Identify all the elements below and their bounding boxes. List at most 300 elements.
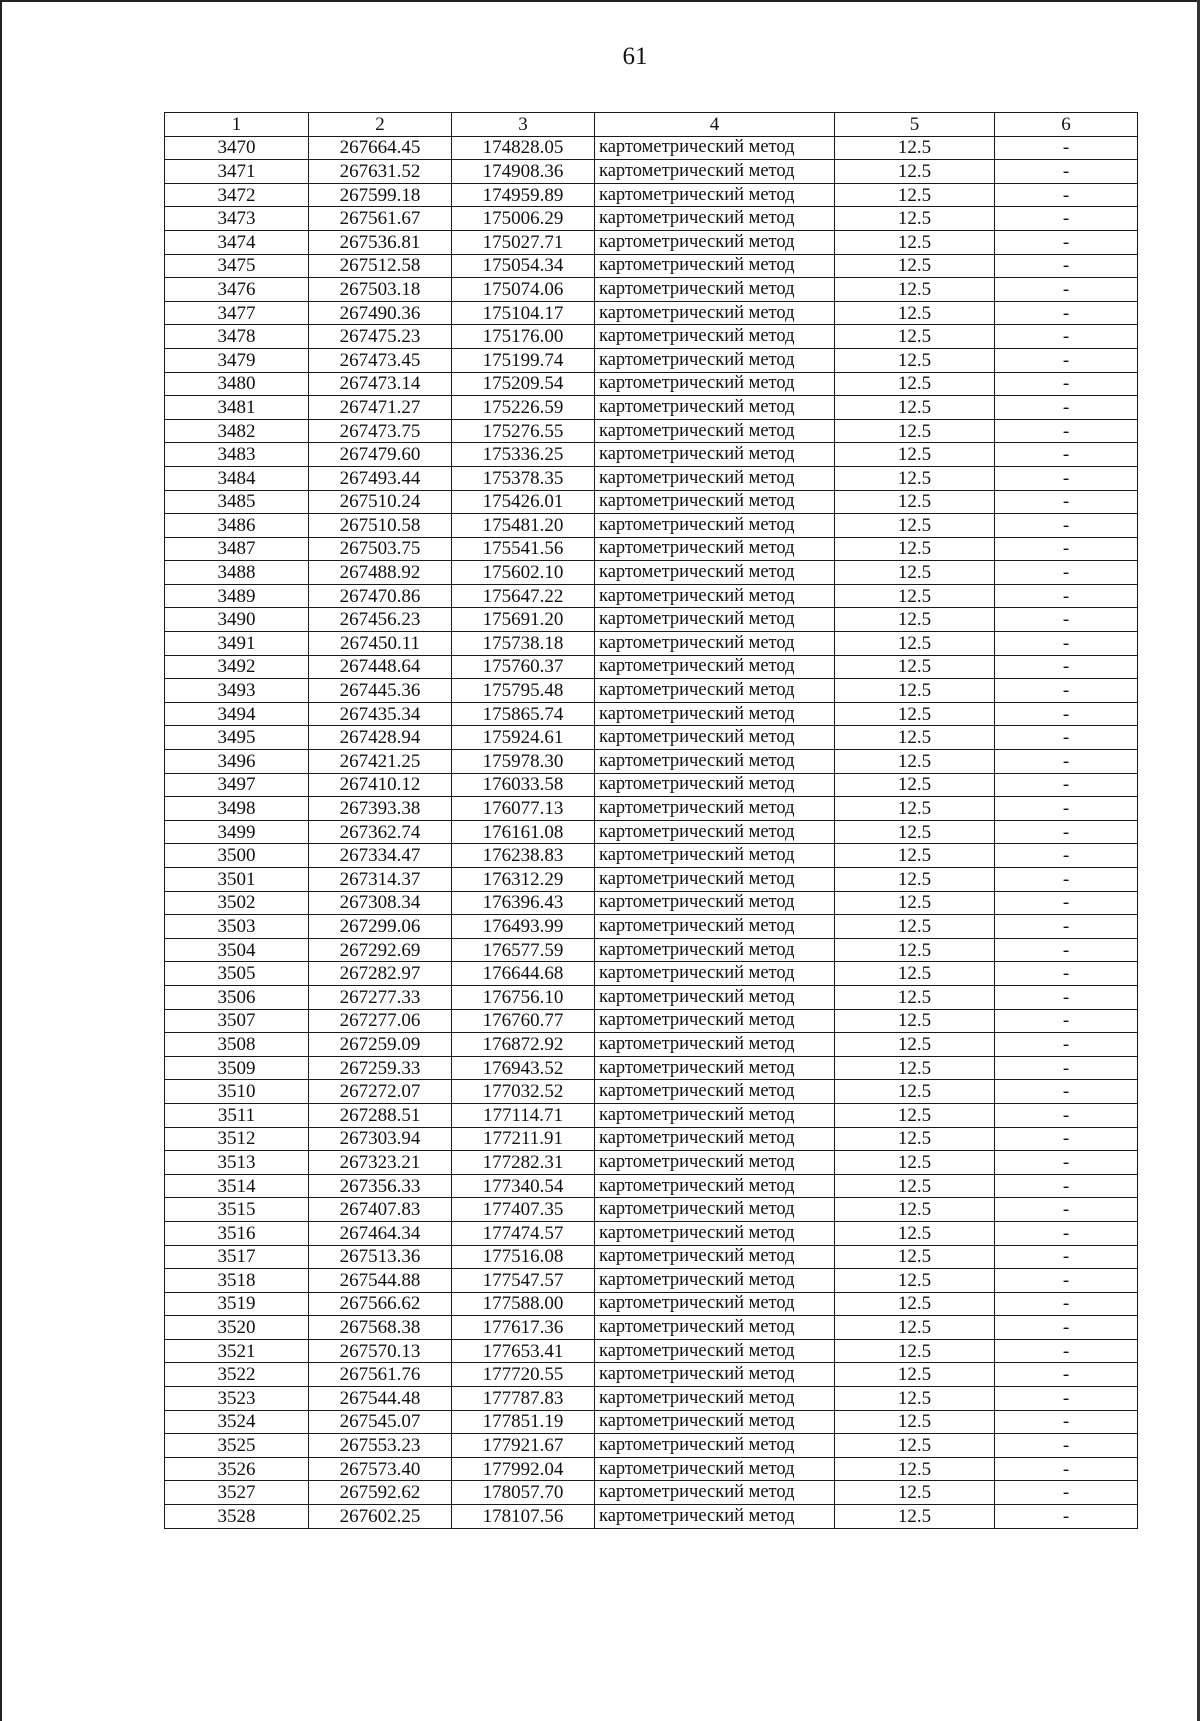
note-cell: - xyxy=(995,750,1138,774)
table-row xyxy=(165,1221,1138,1245)
x-coordinate-cell: 267544.48 xyxy=(309,1387,452,1411)
note-cell: - xyxy=(995,1103,1138,1127)
table-body xyxy=(165,136,1138,1528)
accuracy-cell: 12.5 xyxy=(835,915,995,939)
point-number-cell: 3496 xyxy=(165,750,309,774)
accuracy-cell: 12.5 xyxy=(835,820,995,844)
note-cell: - xyxy=(995,1387,1138,1411)
x-coordinate-cell: 267471.27 xyxy=(309,396,452,420)
x-coordinate-cell: 267272.07 xyxy=(309,1080,452,1104)
method-cell: картометрический метод xyxy=(595,1033,835,1057)
page-number: 61 xyxy=(622,43,648,70)
table-header-row xyxy=(165,113,1138,137)
table-row xyxy=(165,632,1138,656)
method-cell: картометрический метод xyxy=(595,702,835,726)
column-header: 1 xyxy=(165,113,309,137)
table-row xyxy=(165,1457,1138,1481)
point-number-cell: 3522 xyxy=(165,1363,309,1387)
point-number-cell: 3518 xyxy=(165,1269,309,1293)
x-coordinate-cell: 267493.44 xyxy=(309,466,452,490)
y-coordinate-cell: 174908.36 xyxy=(452,160,595,184)
note-cell: - xyxy=(995,844,1138,868)
point-number-cell: 3499 xyxy=(165,820,309,844)
y-coordinate-cell: 175006.29 xyxy=(452,207,595,231)
column-header: 5 xyxy=(835,113,995,137)
y-coordinate-cell: 175738.18 xyxy=(452,632,595,656)
x-coordinate-cell: 267570.13 xyxy=(309,1339,452,1363)
y-coordinate-cell: 176943.52 xyxy=(452,1056,595,1080)
y-coordinate-cell: 175176.00 xyxy=(452,325,595,349)
x-coordinate-cell: 267510.24 xyxy=(309,490,452,514)
x-coordinate-cell: 267470.86 xyxy=(309,584,452,608)
method-cell: картометрический метод xyxy=(595,1292,835,1316)
x-coordinate-cell: 267407.83 xyxy=(309,1198,452,1222)
note-cell: - xyxy=(995,466,1138,490)
table-row xyxy=(165,301,1138,325)
x-coordinate-cell: 267503.18 xyxy=(309,278,452,302)
note-cell: - xyxy=(995,207,1138,231)
x-coordinate-cell: 267545.07 xyxy=(309,1410,452,1434)
accuracy-cell: 12.5 xyxy=(835,325,995,349)
y-coordinate-cell: 175865.74 xyxy=(452,702,595,726)
column-header: 2 xyxy=(309,113,452,137)
x-coordinate-cell: 267308.34 xyxy=(309,891,452,915)
method-cell: картометрический метод xyxy=(595,466,835,490)
table-row xyxy=(165,868,1138,892)
note-cell: - xyxy=(995,1198,1138,1222)
y-coordinate-cell: 176077.13 xyxy=(452,797,595,821)
table-row xyxy=(165,891,1138,915)
x-coordinate-cell: 267553.23 xyxy=(309,1434,452,1458)
y-coordinate-cell: 175336.25 xyxy=(452,443,595,467)
method-cell: картометрический метод xyxy=(595,183,835,207)
note-cell: - xyxy=(995,301,1138,325)
y-coordinate-cell: 177588.00 xyxy=(452,1292,595,1316)
accuracy-cell: 12.5 xyxy=(835,679,995,703)
note-cell: - xyxy=(995,985,1138,1009)
note-cell: - xyxy=(995,1292,1138,1316)
x-coordinate-cell: 267599.18 xyxy=(309,183,452,207)
point-number-cell: 3479 xyxy=(165,348,309,372)
note-cell: - xyxy=(995,443,1138,467)
point-number-cell: 3527 xyxy=(165,1481,309,1505)
y-coordinate-cell: 178057.70 xyxy=(452,1481,595,1505)
y-coordinate-cell: 175378.35 xyxy=(452,466,595,490)
method-cell: картометрический метод xyxy=(595,207,835,231)
accuracy-cell: 12.5 xyxy=(835,490,995,514)
y-coordinate-cell: 175027.71 xyxy=(452,230,595,254)
point-number-cell: 3482 xyxy=(165,419,309,443)
table-row xyxy=(165,820,1138,844)
note-cell: - xyxy=(995,136,1138,160)
y-coordinate-cell: 175226.59 xyxy=(452,396,595,420)
x-coordinate-cell: 267473.14 xyxy=(309,372,452,396)
accuracy-cell: 12.5 xyxy=(835,419,995,443)
method-cell: картометрический метод xyxy=(595,136,835,160)
method-cell: картометрический метод xyxy=(595,514,835,538)
point-number-cell: 3519 xyxy=(165,1292,309,1316)
x-coordinate-cell: 267566.62 xyxy=(309,1292,452,1316)
x-coordinate-cell: 267503.75 xyxy=(309,537,452,561)
y-coordinate-cell: 176033.58 xyxy=(452,773,595,797)
method-cell: картометрический метод xyxy=(595,1434,835,1458)
y-coordinate-cell: 175691.20 xyxy=(452,608,595,632)
method-cell: картометрический метод xyxy=(595,1056,835,1080)
table-row xyxy=(165,985,1138,1009)
accuracy-cell: 12.5 xyxy=(835,1481,995,1505)
point-number-cell: 3487 xyxy=(165,537,309,561)
accuracy-cell: 12.5 xyxy=(835,1174,995,1198)
x-coordinate-cell: 267292.69 xyxy=(309,938,452,962)
method-cell: картометрический метод xyxy=(595,1221,835,1245)
accuracy-cell: 12.5 xyxy=(835,632,995,656)
point-number-cell: 3512 xyxy=(165,1127,309,1151)
accuracy-cell: 12.5 xyxy=(835,726,995,750)
table-row xyxy=(165,136,1138,160)
x-coordinate-cell: 267445.36 xyxy=(309,679,452,703)
x-coordinate-cell: 267488.92 xyxy=(309,561,452,585)
note-cell: - xyxy=(995,1410,1138,1434)
table-row xyxy=(165,1410,1138,1434)
point-number-cell: 3497 xyxy=(165,773,309,797)
table-row xyxy=(165,1103,1138,1127)
note-cell: - xyxy=(995,632,1138,656)
note-cell: - xyxy=(995,1481,1138,1505)
x-coordinate-cell: 267568.38 xyxy=(309,1316,452,1340)
table-row xyxy=(165,1363,1138,1387)
method-cell: картометрический метод xyxy=(595,938,835,962)
y-coordinate-cell: 176872.92 xyxy=(452,1033,595,1057)
x-coordinate-cell: 267435.34 xyxy=(309,702,452,726)
note-cell: - xyxy=(995,372,1138,396)
method-cell: картометрический метод xyxy=(595,325,835,349)
x-coordinate-cell: 267303.94 xyxy=(309,1127,452,1151)
note-cell: - xyxy=(995,868,1138,892)
table-row xyxy=(165,1434,1138,1458)
point-number-cell: 3489 xyxy=(165,584,309,608)
method-cell: картометрический метод xyxy=(595,773,835,797)
note-cell: - xyxy=(995,561,1138,585)
table-row xyxy=(165,325,1138,349)
note-cell: - xyxy=(995,1221,1138,1245)
point-number-cell: 3475 xyxy=(165,254,309,278)
table-row xyxy=(165,655,1138,679)
point-number-cell: 3508 xyxy=(165,1033,309,1057)
method-cell: картометрический метод xyxy=(595,1103,835,1127)
accuracy-cell: 12.5 xyxy=(835,1009,995,1033)
y-coordinate-cell: 176644.68 xyxy=(452,962,595,986)
point-number-cell: 3505 xyxy=(165,962,309,986)
point-number-cell: 3523 xyxy=(165,1387,309,1411)
point-number-cell: 3495 xyxy=(165,726,309,750)
method-cell: картометрический метод xyxy=(595,537,835,561)
point-number-cell: 3490 xyxy=(165,608,309,632)
y-coordinate-cell: 178107.56 xyxy=(452,1505,595,1529)
note-cell: - xyxy=(995,938,1138,962)
table-row xyxy=(165,1174,1138,1198)
point-number-cell: 3485 xyxy=(165,490,309,514)
note-cell: - xyxy=(995,1434,1138,1458)
table-row xyxy=(165,584,1138,608)
accuracy-cell: 12.5 xyxy=(835,750,995,774)
method-cell: картометрический метод xyxy=(595,726,835,750)
point-number-cell: 3473 xyxy=(165,207,309,231)
method-cell: картометрический метод xyxy=(595,844,835,868)
table-row xyxy=(165,1245,1138,1269)
note-cell: - xyxy=(995,820,1138,844)
x-coordinate-cell: 267475.23 xyxy=(309,325,452,349)
note-cell: - xyxy=(995,1269,1138,1293)
note-cell: - xyxy=(995,726,1138,750)
point-number-cell: 3483 xyxy=(165,443,309,467)
method-cell: картометрический метод xyxy=(595,443,835,467)
table-row xyxy=(165,207,1138,231)
method-cell: картометрический метод xyxy=(595,1151,835,1175)
accuracy-cell: 12.5 xyxy=(835,938,995,962)
table-row xyxy=(165,938,1138,962)
method-cell: картометрический метод xyxy=(595,820,835,844)
table-row xyxy=(165,419,1138,443)
x-coordinate-cell: 267448.64 xyxy=(309,655,452,679)
y-coordinate-cell: 176161.08 xyxy=(452,820,595,844)
note-cell: - xyxy=(995,514,1138,538)
method-cell: картометрический метод xyxy=(595,561,835,585)
table-row xyxy=(165,726,1138,750)
x-coordinate-cell: 267479.60 xyxy=(309,443,452,467)
table-row xyxy=(165,230,1138,254)
x-coordinate-cell: 267573.40 xyxy=(309,1457,452,1481)
x-coordinate-cell: 267473.75 xyxy=(309,419,452,443)
table-row xyxy=(165,844,1138,868)
note-cell: - xyxy=(995,679,1138,703)
accuracy-cell: 12.5 xyxy=(835,584,995,608)
table-row xyxy=(165,278,1138,302)
point-number-cell: 3481 xyxy=(165,396,309,420)
accuracy-cell: 12.5 xyxy=(835,702,995,726)
x-coordinate-cell: 267282.97 xyxy=(309,962,452,986)
note-cell: - xyxy=(995,915,1138,939)
method-cell: картометрический метод xyxy=(595,160,835,184)
table-row xyxy=(165,1033,1138,1057)
column-header: 4 xyxy=(595,113,835,137)
method-cell: картометрический метод xyxy=(595,1198,835,1222)
point-number-cell: 3486 xyxy=(165,514,309,538)
point-number-cell: 3510 xyxy=(165,1080,309,1104)
y-coordinate-cell: 176396.43 xyxy=(452,891,595,915)
method-cell: картометрический метод xyxy=(595,1245,835,1269)
method-cell: картометрический метод xyxy=(595,868,835,892)
method-cell: картометрический метод xyxy=(595,301,835,325)
method-cell: картометрический метод xyxy=(595,750,835,774)
point-number-cell: 3491 xyxy=(165,632,309,656)
table-row xyxy=(165,1056,1138,1080)
accuracy-cell: 12.5 xyxy=(835,278,995,302)
point-number-cell: 3478 xyxy=(165,325,309,349)
x-coordinate-cell: 267561.76 xyxy=(309,1363,452,1387)
point-number-cell: 3488 xyxy=(165,561,309,585)
y-coordinate-cell: 177787.83 xyxy=(452,1387,595,1411)
y-coordinate-cell: 177617.36 xyxy=(452,1316,595,1340)
note-cell: - xyxy=(995,1009,1138,1033)
note-cell: - xyxy=(995,1363,1138,1387)
x-coordinate-cell: 267428.94 xyxy=(309,726,452,750)
y-coordinate-cell: 177032.52 xyxy=(452,1080,595,1104)
table-row xyxy=(165,1387,1138,1411)
y-coordinate-cell: 176756.10 xyxy=(452,985,595,1009)
note-cell: - xyxy=(995,962,1138,986)
x-coordinate-cell: 267277.33 xyxy=(309,985,452,1009)
accuracy-cell: 12.5 xyxy=(835,160,995,184)
y-coordinate-cell: 177851.19 xyxy=(452,1410,595,1434)
note-cell: - xyxy=(995,254,1138,278)
scan-border-left xyxy=(0,0,2,1721)
table-row xyxy=(165,1009,1138,1033)
x-coordinate-cell: 267323.21 xyxy=(309,1151,452,1175)
method-cell: картометрический метод xyxy=(595,1363,835,1387)
table-row xyxy=(165,1080,1138,1104)
y-coordinate-cell: 177547.57 xyxy=(452,1269,595,1293)
method-cell: картометрический метод xyxy=(595,797,835,821)
accuracy-cell: 12.5 xyxy=(835,1221,995,1245)
y-coordinate-cell: 174828.05 xyxy=(452,136,595,160)
accuracy-cell: 12.5 xyxy=(835,868,995,892)
note-cell: - xyxy=(995,797,1138,821)
method-cell: картометрический метод xyxy=(595,1174,835,1198)
accuracy-cell: 12.5 xyxy=(835,207,995,231)
point-number-cell: 3494 xyxy=(165,702,309,726)
method-cell: картометрический метод xyxy=(595,608,835,632)
table-row xyxy=(165,348,1138,372)
method-cell: картометрический метод xyxy=(595,278,835,302)
method-cell: картометрический метод xyxy=(595,419,835,443)
method-cell: картометрический метод xyxy=(595,1009,835,1033)
accuracy-cell: 12.5 xyxy=(835,1245,995,1269)
point-number-cell: 3498 xyxy=(165,797,309,821)
table-row xyxy=(165,372,1138,396)
point-number-cell: 3514 xyxy=(165,1174,309,1198)
method-cell: картометрический метод xyxy=(595,655,835,679)
method-cell: картометрический метод xyxy=(595,348,835,372)
table-row xyxy=(165,1339,1138,1363)
x-coordinate-cell: 267421.25 xyxy=(309,750,452,774)
accuracy-cell: 12.5 xyxy=(835,254,995,278)
point-number-cell: 3521 xyxy=(165,1339,309,1363)
method-cell: картометрический метод xyxy=(595,372,835,396)
x-coordinate-cell: 267456.23 xyxy=(309,608,452,632)
table-row xyxy=(165,773,1138,797)
note-cell: - xyxy=(995,1056,1138,1080)
table-row xyxy=(165,1151,1138,1175)
x-coordinate-cell: 267592.62 xyxy=(309,1481,452,1505)
y-coordinate-cell: 175760.37 xyxy=(452,655,595,679)
note-cell: - xyxy=(995,608,1138,632)
point-number-cell: 3525 xyxy=(165,1434,309,1458)
method-cell: картометрический метод xyxy=(595,396,835,420)
method-cell: картометрический метод xyxy=(595,490,835,514)
point-number-cell: 3517 xyxy=(165,1245,309,1269)
y-coordinate-cell: 175276.55 xyxy=(452,419,595,443)
method-cell: картометрический метод xyxy=(595,632,835,656)
y-coordinate-cell: 175795.48 xyxy=(452,679,595,703)
method-cell: картометрический метод xyxy=(595,1505,835,1529)
table-row xyxy=(165,608,1138,632)
accuracy-cell: 12.5 xyxy=(835,1198,995,1222)
method-cell: картометрический метод xyxy=(595,1410,835,1434)
point-number-cell: 3470 xyxy=(165,136,309,160)
table-row xyxy=(165,1127,1138,1151)
accuracy-cell: 12.5 xyxy=(835,136,995,160)
accuracy-cell: 12.5 xyxy=(835,1080,995,1104)
x-coordinate-cell: 267259.33 xyxy=(309,1056,452,1080)
y-coordinate-cell: 176238.83 xyxy=(452,844,595,868)
x-coordinate-cell: 267631.52 xyxy=(309,160,452,184)
point-number-cell: 3500 xyxy=(165,844,309,868)
y-coordinate-cell: 177653.41 xyxy=(452,1339,595,1363)
x-coordinate-cell: 267490.36 xyxy=(309,301,452,325)
table-row xyxy=(165,1316,1138,1340)
y-coordinate-cell: 177474.57 xyxy=(452,1221,595,1245)
x-coordinate-cell: 267259.09 xyxy=(309,1033,452,1057)
y-coordinate-cell: 177114.71 xyxy=(452,1103,595,1127)
x-coordinate-cell: 267288.51 xyxy=(309,1103,452,1127)
table-row xyxy=(165,1292,1138,1316)
accuracy-cell: 12.5 xyxy=(835,773,995,797)
table-row xyxy=(165,750,1138,774)
note-cell: - xyxy=(995,419,1138,443)
table-row xyxy=(165,254,1138,278)
method-cell: картометрический метод xyxy=(595,230,835,254)
table-row xyxy=(165,1198,1138,1222)
note-cell: - xyxy=(995,1174,1138,1198)
point-number-cell: 3474 xyxy=(165,230,309,254)
note-cell: - xyxy=(995,773,1138,797)
method-cell: картометрический метод xyxy=(595,584,835,608)
accuracy-cell: 12.5 xyxy=(835,1269,995,1293)
x-coordinate-cell: 267464.34 xyxy=(309,1221,452,1245)
point-number-cell: 3507 xyxy=(165,1009,309,1033)
table-row xyxy=(165,183,1138,207)
column-header: 6 xyxy=(995,113,1138,137)
note-cell: - xyxy=(995,278,1138,302)
note-cell: - xyxy=(995,1457,1138,1481)
x-coordinate-cell: 267393.38 xyxy=(309,797,452,821)
accuracy-cell: 12.5 xyxy=(835,1505,995,1529)
point-number-cell: 3501 xyxy=(165,868,309,892)
method-cell: картометрический метод xyxy=(595,1387,835,1411)
x-coordinate-cell: 267356.33 xyxy=(309,1174,452,1198)
x-coordinate-cell: 267450.11 xyxy=(309,632,452,656)
table-row xyxy=(165,962,1138,986)
accuracy-cell: 12.5 xyxy=(835,396,995,420)
accuracy-cell: 12.5 xyxy=(835,1103,995,1127)
note-cell: - xyxy=(995,325,1138,349)
x-coordinate-cell: 267536.81 xyxy=(309,230,452,254)
note-cell: - xyxy=(995,1316,1138,1340)
accuracy-cell: 12.5 xyxy=(835,1033,995,1057)
x-coordinate-cell: 267561.67 xyxy=(309,207,452,231)
point-number-cell: 3502 xyxy=(165,891,309,915)
accuracy-cell: 12.5 xyxy=(835,1292,995,1316)
y-coordinate-cell: 175074.06 xyxy=(452,278,595,302)
table-row xyxy=(165,679,1138,703)
accuracy-cell: 12.5 xyxy=(835,844,995,868)
point-number-cell: 3492 xyxy=(165,655,309,679)
note-cell: - xyxy=(995,537,1138,561)
point-number-cell: 3528 xyxy=(165,1505,309,1529)
x-coordinate-cell: 267362.74 xyxy=(309,820,452,844)
method-cell: картометрический метод xyxy=(595,254,835,278)
y-coordinate-cell: 175481.20 xyxy=(452,514,595,538)
